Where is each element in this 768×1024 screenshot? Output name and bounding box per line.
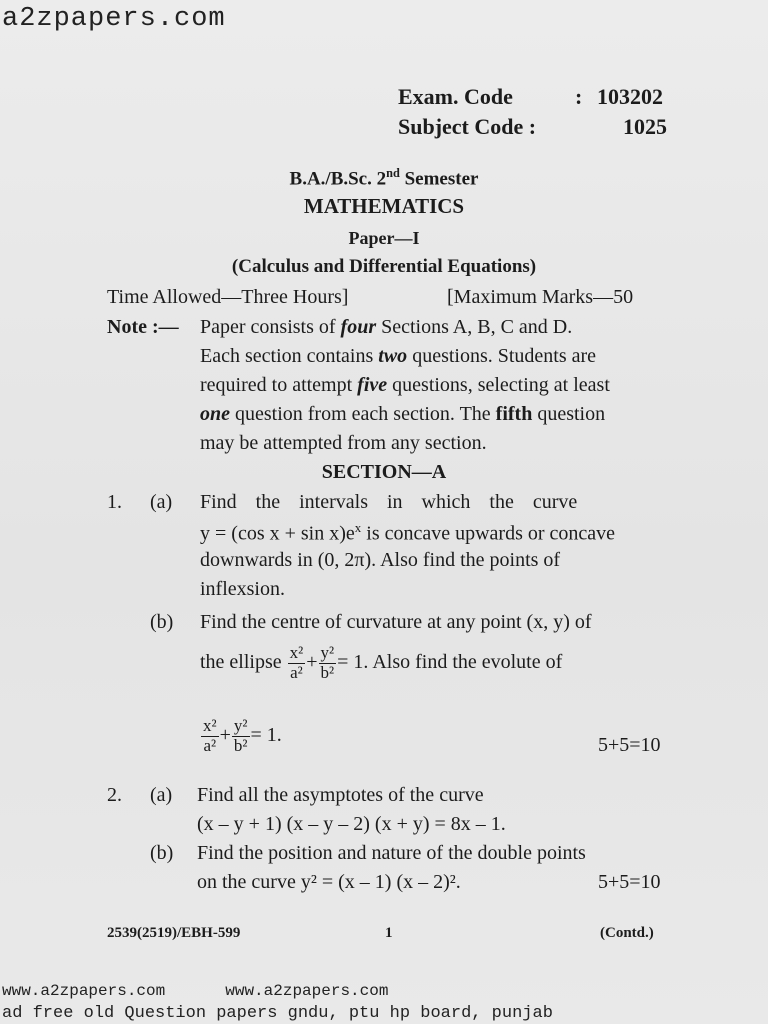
subject-code-value: 1025 — [623, 114, 667, 139]
fraction-y-over-b: $\frac{\text{y²}}{\text{b²}}$ — [320, 643, 335, 682]
exam-code-separator: : — [575, 84, 583, 109]
q1a-label: (a) — [150, 491, 173, 513]
paper-title: Paper—I — [348, 228, 420, 248]
q2-marks: 5+5=10 — [598, 871, 661, 893]
bottom-site-links: www.a2zpapers.com www.a2zpapers.com — [2, 982, 389, 1000]
q1a-line-3: downwards in (0, 2π). Also find the points of — [200, 549, 561, 571]
q1a-line-2: y = (cos $x + \sin x)e^x$ is concave upwards or concave — [200, 520, 616, 545]
q2a-line-2: (x – y + 1) (x – y – 2) (x + y) = 8x – 1. — [197, 813, 506, 835]
q2a-line-1: Find all the asymptotes of the curve — [197, 784, 484, 806]
q1-number: 1. — [107, 491, 122, 513]
footer-contd: (Contd.) — [600, 925, 654, 941]
note-line-4: one question from each section. The fifth question — [200, 403, 606, 425]
time-allowed: Time Allowed—Three Hours] — [107, 286, 349, 308]
q1a-line-4: inflexsion. — [200, 578, 285, 600]
q1b-line-2: the ellipse $\frac{\text{x²}}{\text{a²}}$ + $\frac{\text{y²}}{\text{b²}}$ = 1. Also find the evolute of — [200, 643, 563, 682]
section-a-heading: SECTION—A — [321, 461, 447, 483]
note-line-5: may be attempted from any section. — [200, 432, 487, 454]
exam-code-label: Exam. Code — [398, 84, 513, 109]
q2b-label: (b) — [150, 842, 174, 864]
bottom-tagline: ad free old Question papers gndu, ptu hp board, punjab — [2, 1004, 553, 1023]
exam-code-value: 103202 — [597, 84, 663, 109]
note-line-2: Each section contains two questions. Students are — [200, 345, 597, 367]
maximum-marks: [Maximum Marks—50 — [447, 286, 634, 308]
q1-marks: 5+5=10 — [598, 734, 661, 756]
note-label: Note :— — [107, 316, 179, 338]
q2b-line-2: on the curve y² = (x – 1) (x – 2)². — [197, 871, 461, 893]
note-line-3: required to attempt five questions, selecting at least — [200, 374, 610, 396]
footer-paper-code: 2539(2519)/EBH-599 — [107, 925, 241, 941]
note-line-1: Paper consists of four Sections A, B, C and D. — [200, 316, 573, 338]
q1b-line-3: $\frac{\text{x²}}{\text{a²}}$ + $\frac{\text{y²}}{\text{b²}}$ = 1. — [203, 716, 282, 755]
q1a-line-1: Find the intervals in which the curve — [200, 491, 578, 513]
footer-page-number: 1 — [385, 925, 393, 941]
site-watermark-top: a2zpapers.com — [2, 4, 226, 34]
fraction-y-over-b-2: $\frac{\text{y²}}{\text{b²}}$ — [233, 716, 248, 755]
topic-title: (Calculus and Differential Equations) — [231, 256, 537, 277]
q2a-label: (a) — [150, 784, 173, 806]
subject-code-label: Subject Code : — [398, 114, 537, 139]
fraction-x-over-a: $\frac{\text{x²}}{\text{a²}}$ — [289, 643, 304, 682]
q2-number: 2. — [107, 784, 122, 806]
course-title: B.A./B.Sc. 2nd Semester — [289, 166, 479, 190]
q1b-label: (b) — [150, 611, 174, 633]
q2b-line-1: Find the position and nature of the double points — [197, 842, 586, 864]
subject-title: MATHEMATICS — [303, 194, 465, 218]
q1b-line-1: Find the centre of curvature at any point (x, y) of — [200, 611, 592, 633]
fraction-x-over-a-2: $\frac{\text{x²}}{\text{a²}}$ — [203, 716, 217, 755]
